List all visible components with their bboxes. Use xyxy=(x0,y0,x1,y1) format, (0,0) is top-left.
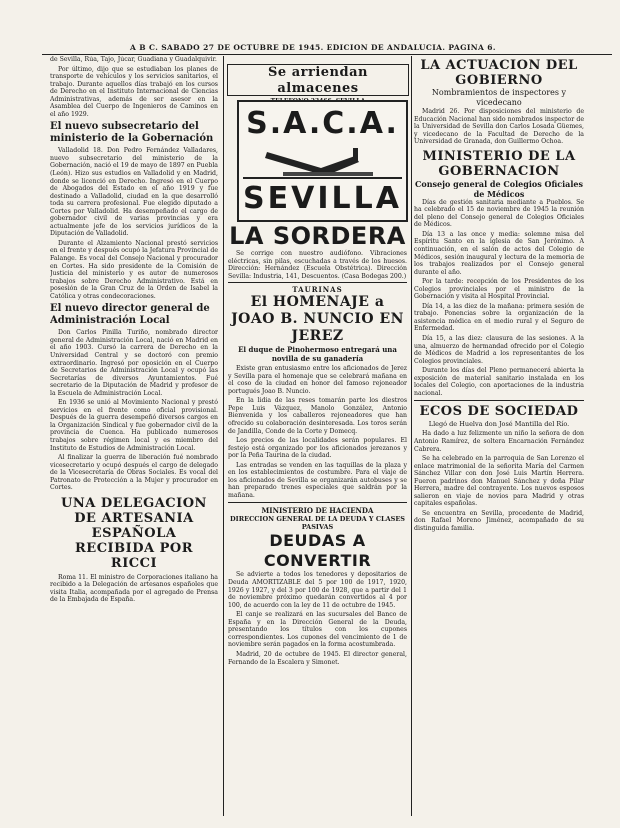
section-label: TAURINAS xyxy=(292,285,343,295)
ad-title: Se arriendan almacenes xyxy=(268,65,368,96)
article-text: Durante los días del Pleno permanecerá abierta la exposición de material sanitario instalada en los locales del Colegio, con aportaciones de la industria nacional. xyxy=(414,367,584,397)
article-text: Día 13 a las once y media: solemne misa del Espíritu Santo en la iglesia de San Jerónimo. A continuación, en el salón de actos del Colegio de Médicos, sesión inaugural y lectura de la memoria de los trabajos realizados por el Consejo general durante el año. xyxy=(414,230,584,276)
headline-large: MINISTERIO DE LA GOBERNACION xyxy=(422,148,576,179)
logo-text-bottom: SEVILLA xyxy=(243,177,402,216)
article-text: Madrid 26. Por disposiciones del ministerio de Educación Nacional han sido nombrados inspector de la Universidad de Sevilla don Carlos Losada Güemes, y vicedecano de la Facultad de Derecho de la Universidad de Granada, don Guillermo Ochoa. xyxy=(414,108,584,146)
article-text: Se corrige con nuestro audiófono. Vibraciones eléctricas, sin pilas, escuchadas a través de los huesos. Dirección: Hernández (Escuela Obstétrica). Dirección Sevilla: Industria, 141, Descuentos. (Casa Bodegas 200.) xyxy=(228,250,407,280)
header-rule xyxy=(42,54,612,55)
ad-almacenes xyxy=(227,64,409,96)
column-left xyxy=(50,56,218,824)
article-text: Madrid, 20 de octubre de 1945. El director general, Fernando de la Escalera y Simonet. xyxy=(228,650,407,666)
saca-logo xyxy=(237,100,408,222)
headline: El nuevo subsecretario del ministerio de la Gobernación xyxy=(50,121,214,145)
article-text: Se advierte a todos los tenedores y depositarios de Deuda AMORTIZABLE del 5 por 100 de 1917, 1920, 1926 y 1927, y del 3 por 100 de 1928, que a partir del 1 de noviembre próximo quedarán convertidos al 4 por 100, de acuerdo con la ley de 11 de octubre de 1945. xyxy=(228,571,407,609)
column-divider xyxy=(411,56,412,816)
logo-text-top: S.A.C.A. xyxy=(246,106,399,141)
headline-large: UNA DELEGACION DE ARTESANIA ESPAÑOLA RECIBIDA POR RICCI xyxy=(61,495,207,571)
article-text: Al finalizar la guerra de liberación fué nombrado vicesecretario y ocupó después el cargo de delegado de la Vicesecretaría de Obras Sociales. Es vocal del Patronato de Protección a la Mujer y procurador en Cortes. xyxy=(50,454,218,492)
article-text: Existe gran entusiasmo entre los aficionados de Jerez y Sevilla para el homenaje que se celebrará mañana en el coso de la ciudad en honor del famoso rejoneador portugués Joao B. Nuncio. xyxy=(228,365,407,395)
subheadline: Llegó de Huelva don José Mantilla del Río. xyxy=(428,420,570,429)
headline-large: LA SORDERA xyxy=(229,222,406,250)
article-text: Los precios de las localidades serán populares. El festejo está organizado por los aficionados jerezanos y por la Peña Taurina de la ciudad. xyxy=(228,437,407,460)
article-text: Durante el Alzamiento Nacional prestó servicios en el frente y después ocupó la Jefatura Provincial de Falange. Es vocal del Consejo Nacional y procurador en Cortes. Ha sido presidente de la Comisión de Justicia del ministerio y es autor de numerosos trabajos sobre Derecho Administrativo. Está en posesión de la Gran Cruz de la Orden de Isabel la Católica y otras condecoraciones. xyxy=(50,239,218,300)
subheadline: El duque de Pinohermoso entregará una novilla de su ganadería xyxy=(238,345,397,364)
article-text: Por último, dijo que se estudiaban los planes de transporte de vehículos y los servicios sanitarios, el trabajo. Durante aquellos días trabajó en los cursos de Derecho en el Instituto Internacional de Ciencias Administrativas, además de ser asesor en la Asamblea del Cuerpo de Ingenieros de Caminos en el año 1929. xyxy=(50,65,218,118)
section-rule xyxy=(228,502,407,503)
article-text: Día 14, a las diez de la mañana: primera sesión de trabajo. Ponencias sobre la organización de la asistencia médica en el medio rural y el Seguro de Enfermedad. xyxy=(414,302,584,333)
subheadline: Consejo general de Colegios Oficiales de Médicos xyxy=(414,178,583,199)
headline-large: ECOS DE SOCIEDAD xyxy=(419,404,579,420)
subheadline: Nombramientos de inspectores y vicedecano xyxy=(431,88,567,107)
article-text: En 1936 se unió al Movimiento Nacional y prestó servicios en el frente como oficial provisional. Después de la guerra desempeñó diversos cargos en la Organización Sindical y fue gobernador civil de la provincia de Cuenca. Ha publicado numerosos trabajos sobre régimen local y es miembro del Instituto de Estudios de Administración Local. xyxy=(50,399,218,452)
headline-large: DEUDAS A CONVERTIR xyxy=(263,531,372,571)
article-text: Se encuentra en Sevilla, procedente de Madrid, don Rafael Moreno Jiménez, acompañado de su distinguida familia. xyxy=(414,509,584,532)
page-header: A B C. SABADO 27 DE OCTUBRE DE 1945. EDICION DE ANDALUCIA. PAGINA 6. xyxy=(130,43,496,52)
section-rule xyxy=(228,282,407,283)
plough-icon xyxy=(263,146,383,180)
headline: El nuevo director general de Administración Local xyxy=(50,303,210,327)
article-text: Roma 11. El ministro de Corporaciones italiano ha recibido a la Delegación de artesanos españoles que visita Italia, acompañada por el agregado de Prensa de la Embajada de España. xyxy=(50,573,218,604)
article-text: Valladolid 18. Don Pedro Fernández Valladares, nuevo subsecretario del ministerio de la Gobernación, nació el 19 de mayo de 1897 en Puebla (León). Hizo sus estudios en Valladolid y en Madrid, donde se licenció en Derecho. Ingresó en el Cuerpo de Abogados del Estado en el año 1919 y fue destinado a Valladolid, ciudad en la que desarrolló toda su carrera profesional. Fue elegido diputado a Cortes por Valladolid. Ha desempeñado el cargo de gobernador civil de varias provincias y era actualmente jefe de los servicios jurídicos de la Diputación de Valladolid. xyxy=(50,147,218,238)
section-label: MINISTERIO DE HACIENDA xyxy=(261,506,374,516)
article-text: Día 15, a las diez: clausura de las sesiones. A la una, almuerzo de hermandad ofrecido por el Colegio de Médicos de Madrid a los representantes de los Colegios provinciales. xyxy=(414,335,584,365)
article-text: Por la tarde: recepción de los Presidentes de los Colegios provinciales por el ministro de la Gobernación y visita al Hospital Provincial. xyxy=(414,278,584,301)
article-text: Días de gestión sanitaria mediante a Pueblos. Se ha celebrado el 15 de noviembre de 1945 la reunión del pleno del Consejo general de Colegios Oficiales de Médicos. xyxy=(414,198,584,229)
column-divider xyxy=(223,56,224,816)
article-text: de Sevilla, Rúa, Tajo, Júcar, Guadiana y Guadalquivir. xyxy=(50,56,217,63)
subheadline: DIRECCION GENERAL DE LA DEUDA Y CLASES PASIVAS xyxy=(230,515,405,532)
headline-large: LA ACTUACION DEL GOBIERNO xyxy=(420,58,578,88)
article-text: El canje se realizará en las sucursales del Banco de España y en la Dirección General de la Deuda, presentando los títulos con los cupones correspondientes. Los cupones del vencimiento de 1 de noviembre serán pagados en la forma acostumbrada. xyxy=(228,611,407,649)
column-middle xyxy=(228,222,407,822)
article-text: En la lidia de las reses tomarán parte los diestros Pepe Luis Vázquez, Manolo González, Antonio Bienvenida y los caballeros rejoneadores que han ofrecido su colaboración desinteresada. Los toros serán de Jandilla, Conde de la Corte y Domecq. xyxy=(228,397,407,435)
article-text: Las entradas se venden en las taquillas de la plaza y en los establecimientos de costumbre. Para el viaje de los aficionados de Sevilla se organizarán autobuses y se han preparado trenes especiales que saldrán por la mañana. xyxy=(228,461,407,499)
column-right xyxy=(414,58,584,823)
article-text: Don Carlos Pinilla Turiño, nombrado director general de Administración Local, nació en Madrid en el año 1903. Cursó la carrera de Derecho en la Universidad Central y se doctoró con premio extraordinario. Ingresó por oposición en el Cuerpo de Secretarios de Administración Local y ocupó las Secretarías de diversos Ayuntamientos. Fué secretario de la Diputación de Madrid y profesor de la Escuela de Administración Local. xyxy=(50,329,218,397)
headline-large: El HOMENAJE a JOAO B. NUNCIO EN JEREZ xyxy=(231,294,404,345)
section-rule xyxy=(414,400,584,401)
article-text: Ha dado a luz felizmente un niño la señora de don Antonio Ramírez, de soltera Encarnación Fernández Cabrera. xyxy=(414,430,584,453)
article-text: Se ha celebrado en la parroquia de San Lorenzo el enlace matrimonial de la señorita María del Carmen Sánchez Villar con don José Luis Martín Herrera. Fueron padrinos don Manuel Sánchez y doña Pilar Herrera, madre del contrayente. Los nuevos esposos salieron en viaje de novios para Madrid y otras capitales españolas. xyxy=(414,455,584,508)
